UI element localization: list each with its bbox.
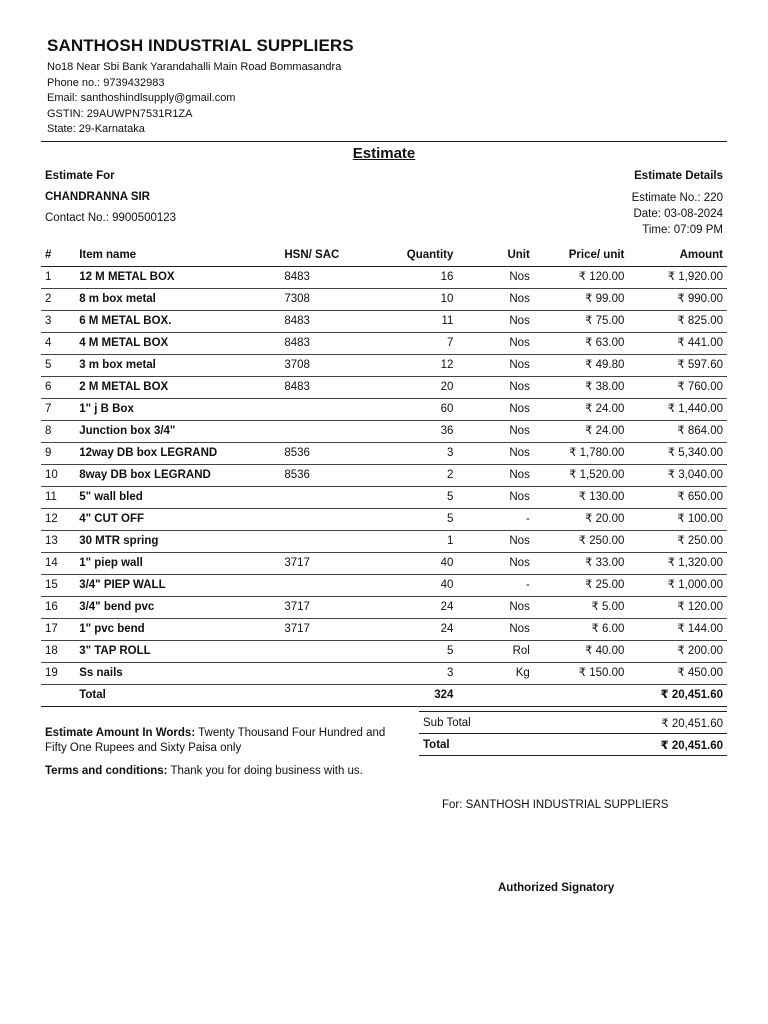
table-row bbox=[41, 377, 727, 399]
row-index: 5 bbox=[41, 355, 75, 377]
quantity: 5 bbox=[359, 509, 458, 531]
hsn-code bbox=[280, 487, 358, 509]
unit: Nos bbox=[457, 289, 533, 311]
estimate-details-block bbox=[423, 168, 723, 238]
items-table-body bbox=[41, 267, 727, 685]
amount: ₹ 825.00 bbox=[628, 311, 727, 333]
table-row bbox=[41, 355, 727, 377]
quantity: 10 bbox=[359, 289, 458, 311]
unit-price: ₹ 120.00 bbox=[534, 267, 629, 289]
hsn-code bbox=[280, 663, 358, 685]
row-index: 17 bbox=[41, 619, 75, 641]
row-index: 15 bbox=[41, 575, 75, 597]
table-row bbox=[41, 509, 727, 531]
subtotal-label: Sub Total bbox=[419, 712, 555, 734]
item-name: 4 M METAL BOX bbox=[75, 333, 280, 355]
terms-and-conditions bbox=[45, 765, 425, 777]
unit: Nos bbox=[457, 597, 533, 619]
unit: Nos bbox=[457, 553, 533, 575]
table-row bbox=[41, 641, 727, 663]
estimate-time: Time: 07:09 PM bbox=[642, 224, 723, 236]
row-index: 16 bbox=[41, 597, 75, 619]
estimate-number: Estimate No.: 220 bbox=[631, 192, 723, 204]
unit-price: ₹ 130.00 bbox=[534, 487, 629, 509]
unit: Nos bbox=[457, 619, 533, 641]
unit-price: ₹ 38.00 bbox=[534, 377, 629, 399]
quantity: 16 bbox=[359, 267, 458, 289]
quantity: 2 bbox=[359, 465, 458, 487]
quantity: 11 bbox=[359, 311, 458, 333]
unit-price: ₹ 49.80 bbox=[534, 355, 629, 377]
unit-price: ₹ 150.00 bbox=[534, 663, 629, 685]
unit: Nos bbox=[457, 311, 533, 333]
hsn-code: 8483 bbox=[280, 333, 358, 355]
unit: - bbox=[457, 575, 533, 597]
amount-in-words bbox=[45, 726, 405, 756]
col-header-amount: Amount bbox=[628, 245, 727, 267]
hsn-code: 8483 bbox=[280, 377, 358, 399]
item-name: 3/4" bend pvc bbox=[75, 597, 280, 619]
amount: ₹ 760.00 bbox=[628, 377, 727, 399]
total-blank-unit bbox=[457, 685, 533, 707]
item-name: 4" CUT OFF bbox=[75, 509, 280, 531]
table-header-row bbox=[41, 245, 727, 267]
amount: ₹ 1,320.00 bbox=[628, 553, 727, 575]
row-index: 12 bbox=[41, 509, 75, 531]
item-name: 5" wall bled bbox=[75, 487, 280, 509]
table-row bbox=[41, 465, 727, 487]
quantity: 3 bbox=[359, 663, 458, 685]
unit-price: ₹ 40.00 bbox=[534, 641, 629, 663]
quantity: 7 bbox=[359, 333, 458, 355]
total-label: Total bbox=[75, 685, 280, 707]
item-name: 12way DB box LEGRAND bbox=[75, 443, 280, 465]
row-index: 10 bbox=[41, 465, 75, 487]
amount: ₹ 864.00 bbox=[628, 421, 727, 443]
terms-text: Thank you for doing business with us. bbox=[170, 765, 363, 777]
unit: Nos bbox=[457, 531, 533, 553]
amount: ₹ 3,040.00 bbox=[628, 465, 727, 487]
hsn-code bbox=[280, 531, 358, 553]
amount: ₹ 200.00 bbox=[628, 641, 727, 663]
row-index: 9 bbox=[41, 443, 75, 465]
quantity: 60 bbox=[359, 399, 458, 421]
row-index: 4 bbox=[41, 333, 75, 355]
for-company-line: For: SANTHOSH INDUSTRIAL SUPPLIERS bbox=[442, 799, 669, 811]
amount: ₹ 650.00 bbox=[628, 487, 727, 509]
table-row bbox=[41, 575, 727, 597]
item-name: 8 m box metal bbox=[75, 289, 280, 311]
grand-total-row bbox=[419, 734, 727, 756]
amount: ₹ 597.60 bbox=[628, 355, 727, 377]
col-header-item-name: Item name bbox=[75, 245, 280, 267]
amount: ₹ 100.00 bbox=[628, 509, 727, 531]
unit-price: ₹ 1,520.00 bbox=[534, 465, 629, 487]
table-row bbox=[41, 487, 727, 509]
authorized-signatory: Authorized Signatory bbox=[498, 882, 615, 894]
item-name: 1" pvc bend bbox=[75, 619, 280, 641]
amount: ₹ 1,920.00 bbox=[628, 267, 727, 289]
row-index: 19 bbox=[41, 663, 75, 685]
unit-price: ₹ 1,780.00 bbox=[534, 443, 629, 465]
quantity: 20 bbox=[359, 377, 458, 399]
hsn-code: 8483 bbox=[280, 267, 358, 289]
row-index: 6 bbox=[41, 377, 75, 399]
hsn-code bbox=[280, 399, 358, 421]
item-name: 1" piep wall bbox=[75, 553, 280, 575]
total-quantity: 324 bbox=[359, 685, 458, 707]
total-amount: ₹ 20,451.60 bbox=[628, 685, 727, 707]
hsn-code bbox=[280, 509, 358, 531]
table-row bbox=[41, 597, 727, 619]
hsn-code bbox=[280, 575, 358, 597]
unit: Nos bbox=[457, 421, 533, 443]
col-header-hsn: HSN/ SAC bbox=[280, 245, 358, 267]
item-name: 6 M METAL BOX. bbox=[75, 311, 280, 333]
unit-price: ₹ 25.00 bbox=[534, 575, 629, 597]
quantity: 1 bbox=[359, 531, 458, 553]
total-blank-hsn bbox=[280, 685, 358, 707]
table-row bbox=[41, 421, 727, 443]
company-state: State: 29-Karnataka bbox=[47, 123, 145, 135]
unit: Kg bbox=[457, 663, 533, 685]
hsn-code: 8536 bbox=[280, 443, 358, 465]
row-index: 18 bbox=[41, 641, 75, 663]
row-index: 7 bbox=[41, 399, 75, 421]
company-phone: Phone no.: 9739432983 bbox=[47, 76, 165, 89]
quantity: 3 bbox=[359, 443, 458, 465]
hsn-code: 8536 bbox=[280, 465, 358, 487]
amount-in-words-label: Estimate Amount In Words: bbox=[45, 727, 196, 739]
hsn-code: 3717 bbox=[280, 597, 358, 619]
item-name: 30 MTR spring bbox=[75, 531, 280, 553]
company-address: No18 Near Sbi Bank Yarandahalli Main Road Bommasandra bbox=[47, 61, 342, 73]
hsn-code: 3708 bbox=[280, 355, 358, 377]
amount-in-words-text: Twenty Thousand Four Hundred and Fifty One Rupees and Sixty Paisa only bbox=[45, 727, 386, 754]
unit-price: ₹ 99.00 bbox=[534, 289, 629, 311]
table-row bbox=[41, 311, 727, 333]
unit: Nos bbox=[457, 355, 533, 377]
quantity: 24 bbox=[359, 619, 458, 641]
company-name: SANTHOSH INDUSTRIAL SUPPLIERS bbox=[47, 36, 354, 55]
table-row bbox=[41, 531, 727, 553]
item-name: 12 M METAL BOX bbox=[75, 267, 280, 289]
item-name: 3" TAP ROLL bbox=[75, 641, 280, 663]
hsn-code: 3717 bbox=[280, 619, 358, 641]
row-index: 3 bbox=[41, 311, 75, 333]
unit: Nos bbox=[457, 465, 533, 487]
col-header-unit: Unit bbox=[457, 245, 533, 267]
unit: - bbox=[457, 509, 533, 531]
quantity: 12 bbox=[359, 355, 458, 377]
unit-price: ₹ 20.00 bbox=[534, 509, 629, 531]
quantity: 5 bbox=[359, 641, 458, 663]
unit: Nos bbox=[457, 487, 533, 509]
unit-price: ₹ 33.00 bbox=[534, 553, 629, 575]
unit-price: ₹ 5.00 bbox=[534, 597, 629, 619]
table-row bbox=[41, 553, 727, 575]
company-header bbox=[47, 36, 727, 138]
unit-price: ₹ 6.00 bbox=[534, 619, 629, 641]
hsn-code: 7308 bbox=[280, 289, 358, 311]
party-name: CHANDRANNA SIR bbox=[45, 191, 150, 203]
unit-price: ₹ 24.00 bbox=[534, 399, 629, 421]
unit: Nos bbox=[457, 443, 533, 465]
quantity: 40 bbox=[359, 553, 458, 575]
estimate-for-label: Estimate For bbox=[45, 170, 115, 182]
terms-label: Terms and conditions: bbox=[45, 765, 168, 777]
item-name: Ss nails bbox=[75, 663, 280, 685]
unit-price: ₹ 24.00 bbox=[534, 421, 629, 443]
items-table bbox=[41, 245, 727, 707]
estimate-for-block bbox=[45, 168, 365, 226]
col-header-price: Price/ unit bbox=[534, 245, 629, 267]
table-row bbox=[41, 267, 727, 289]
row-index: 14 bbox=[41, 553, 75, 575]
unit: Nos bbox=[457, 333, 533, 355]
quantity: 40 bbox=[359, 575, 458, 597]
table-row bbox=[41, 333, 727, 355]
amount: ₹ 5,340.00 bbox=[628, 443, 727, 465]
table-total-row bbox=[41, 685, 727, 707]
grand-total-label: Total bbox=[419, 734, 555, 756]
party-contact: Contact No.: 9900500123 bbox=[45, 212, 177, 224]
summary-table bbox=[419, 711, 727, 756]
item-name: 3/4" PIEP WALL bbox=[75, 575, 280, 597]
amount: ₹ 450.00 bbox=[628, 663, 727, 685]
quantity: 36 bbox=[359, 421, 458, 443]
unit: Nos bbox=[457, 399, 533, 421]
table-row bbox=[41, 663, 727, 685]
amount: ₹ 1,440.00 bbox=[628, 399, 727, 421]
amount: ₹ 1,000.00 bbox=[628, 575, 727, 597]
grand-total-value: ₹ 20,451.60 bbox=[555, 734, 727, 756]
unit: Nos bbox=[457, 377, 533, 399]
company-gstin: GSTIN: 29AUWPN7531R1ZA bbox=[47, 107, 193, 120]
amount: ₹ 144.00 bbox=[628, 619, 727, 641]
table-row bbox=[41, 619, 727, 641]
table-row bbox=[41, 443, 727, 465]
amount: ₹ 250.00 bbox=[628, 531, 727, 553]
subtotal-value: ₹ 20,451.60 bbox=[555, 712, 727, 734]
amount: ₹ 441.00 bbox=[628, 333, 727, 355]
hsn-code bbox=[280, 641, 358, 663]
hsn-code: 3717 bbox=[280, 553, 358, 575]
item-name: Junction box 3/4" bbox=[75, 421, 280, 443]
unit-price: ₹ 250.00 bbox=[534, 531, 629, 553]
estimate-details-label: Estimate Details bbox=[634, 170, 723, 182]
subtotal-row bbox=[419, 712, 727, 734]
hsn-code: 8483 bbox=[280, 311, 358, 333]
table-row bbox=[41, 289, 727, 311]
total-blank-price bbox=[534, 685, 629, 707]
col-header-quantity: Quantity bbox=[359, 245, 458, 267]
item-name: 8way DB box LEGRAND bbox=[75, 465, 280, 487]
page-title: Estimate bbox=[352, 145, 416, 162]
company-email: Email: santhoshindlsupply@gmail.com bbox=[47, 92, 236, 104]
row-index: 1 bbox=[41, 267, 75, 289]
amount: ₹ 990.00 bbox=[628, 289, 727, 311]
item-name: 3 m box metal bbox=[75, 355, 280, 377]
unit-price: ₹ 63.00 bbox=[534, 333, 629, 355]
total-blank bbox=[41, 685, 75, 707]
hsn-code bbox=[280, 421, 358, 443]
header-divider bbox=[41, 141, 727, 142]
unit: Nos bbox=[457, 267, 533, 289]
quantity: 24 bbox=[359, 597, 458, 619]
estimate-date: Date: 03-08-2024 bbox=[633, 208, 723, 220]
table-row bbox=[41, 399, 727, 421]
unit: Rol bbox=[457, 641, 533, 663]
row-index: 2 bbox=[41, 289, 75, 311]
unit-price: ₹ 75.00 bbox=[534, 311, 629, 333]
quantity: 5 bbox=[359, 487, 458, 509]
amount: ₹ 120.00 bbox=[628, 597, 727, 619]
row-index: 11 bbox=[41, 487, 75, 509]
row-index: 13 bbox=[41, 531, 75, 553]
col-header-index: # bbox=[41, 245, 75, 267]
item-name: 2 M METAL BOX bbox=[75, 377, 280, 399]
item-name: 1" j B Box bbox=[75, 399, 280, 421]
row-index: 8 bbox=[41, 421, 75, 443]
